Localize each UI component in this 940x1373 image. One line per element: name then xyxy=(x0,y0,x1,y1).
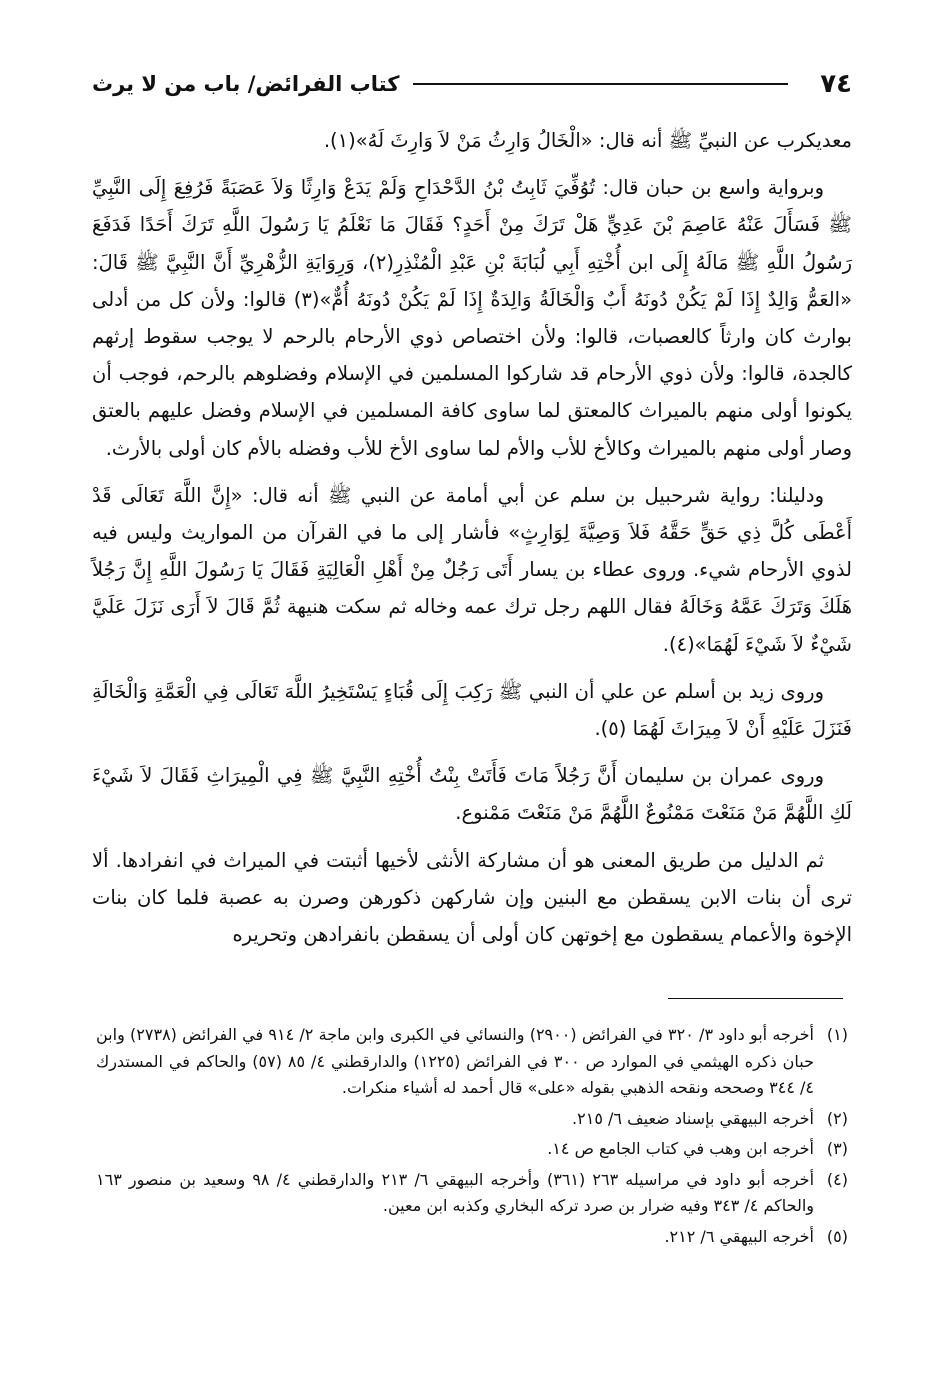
footnote-text: أخرجه أبو داود ٣/ ٣٢٠ في الفرائض (٢٩٠٠) والنسائي في الكبرى وابن ماجة ٢/ ٩١٤ في الفرائض (٢٧٣٨) وابن حبان ذكره الهيثمي في الموارد ص ٣٠٠ في الفرائض (١٢٢٥) والدارقطني ٤/ ٨٥ (٥٧) والحاكم في المستدرك ٤/ ٣٤٤ وصححه ونقحه الذهبي بقوله «على» قال أحمد له أشياء منكرات. xyxy=(96,1025,815,1097)
header-rule xyxy=(413,83,788,85)
footnote-number: (٤) xyxy=(826,1169,848,1189)
footnote-number: (٢) xyxy=(826,1108,848,1128)
footnote-text: أخرجه أبو داود في مراسيله ٢٦٣ (٣٦١) وأخرجه البيهقي ٦/ ٢١٣ والدارقطني ٤/ ٩٨ وسعيد بن منصور ١٦٣ والحاكم ٤/ ٣٤٣ وفيه ضرار بن صرد تركه البخاري وكذبه ابن معين. xyxy=(96,1169,815,1215)
footnote-number: (٥) xyxy=(826,1226,848,1246)
paragraph: وروى عمران بن سليمان أَنَّ رَجُلاً مَاتَ فَأَتَتْ بِنْتُ أُخْتِهِ النَّبِيَّ ﷺ فِي الْمِيرَاثِ فَقَالَ لاَ شَيْءَ لَكِ اللَّهُمَّ مَنْ مَنَعْتَ مَمْنُوعٌ اللَّهُمَّ مَنْ مَنَعْتَ مَمْنوع. xyxy=(92,764,852,825)
footnote xyxy=(96,1106,848,1133)
footnote-separator xyxy=(668,998,843,999)
paragraph: ثم الدليل من طريق المعنى هو أن مشاركة الأنثى لأخيها أثبتت في الميراث في انفرادها. ألا ترى أن بنات الابن يسقطن مع البنين وإن شاركهن ذكورهن وصرن به عصبة فلما كان بنات الإخوة والأعمام يسقطون مع إخوتهن كان أولى أن يسقطن بانفرادهن وتحريره xyxy=(92,848,852,947)
footnote-text: أخرجه ابن وهب في كتاب الجامع ص ١٤. xyxy=(547,1139,814,1158)
footnotes xyxy=(96,1022,848,1254)
footnote xyxy=(96,1224,848,1251)
footnote-text: أخرجه البيهقي بإسناد ضعيف ٦/ ٢١٥. xyxy=(572,1108,814,1128)
footnote-number: (٣) xyxy=(826,1139,848,1158)
footnote xyxy=(96,1167,848,1220)
paragraph: معديكرب عن النبيِّ ﷺ أنه قال: «الْخَالُ وَارِثُ مَنْ لاَ وَارِثَ لَهُ»(١). xyxy=(323,129,852,152)
paragraph: ودليلنا: رواية شرحبيل بن سلم عن أبي أمامة عن النبي ﷺ أنه قال: «إِنَّ اللَّهَ تَعَالَى قَدْ أَعْطَى كُلَّ ذِي حَقٍّ حَقَّهُ فَلاَ وَصِيَّةَ لِوَارِثٍ» فأشار إلى ما في القرآن من المواريث وليس فيه لذوي الأرحام شيء. وروى عطاء بن يسار أَتَى رَجُلٌ مِنْ أَهْلِ الْعَالِيَةِ فَقَالَ يَا رَسُولَ اللَّهِ إِنَّ رَجُلاً هَلَكَ وَتَرَكَ عَمَّهُ وَخَالَهُ فقال اللهم رجل ترك عمه وخاله ثم سكت هنيهة ثُمَّ قَالَ لاَ أَرَى نَزَلَ عَلَيَّ شَيْءٌ لاَ شَيْءَ لَهُمَا»(٤). xyxy=(92,483,852,656)
main-text xyxy=(92,122,852,963)
footnote-number: (١) xyxy=(826,1025,848,1044)
running-title: كتاب الفرائض/ باب من لا يرث xyxy=(92,72,400,96)
footnote-text: أخرجه البيهقي ٦/ ٢١٢. xyxy=(664,1226,814,1246)
page-header xyxy=(92,64,852,104)
footnote xyxy=(96,1136,848,1163)
paragraph: وروى زيد بن أسلم عن علي أن النبي ﷺ رَكِبَ إِلَى قُبَاءٍ يَسْتَخِيرُ اللَّهَ تَعَالَى فِي الْعَمَّةِ وَالْخَالَةِ فَنَزَلَ عَلَيْهِ أَنْ لاَ مِيرَاثَ لَهُمَا (٥). xyxy=(92,679,852,741)
footnote xyxy=(96,1022,848,1102)
page-number: ٧٤ xyxy=(820,69,852,99)
paragraph: وبرواية واسع بن حبان قال: تُوُفِّيَ ثَابِتُ بْنُ الدَّحْدَاحِ وَلَمْ يَدَعْ وَارِثًا وَلاَ عَصَبَةً فَرُفِعَ إِلَى النَّبِيِّ ﷺ فَسَأَلَ عَنْهُ عَاصِمَ بْنَ عَدِيٍّ هَلْ تَرَكَ مِنْ أَحَدٍ؟ فَقَالَ مَا نَعْلَمُ يَا رَسُولَ اللَّهِ تَرَكَ أَحَدًا فَدَفَعَ رَسُولُ اللَّهِ ﷺ مَالَهُ إِلَى ابن أُخْتِهِ أَبِي لُبَابَةَ بْنِ عَبْدِ الْمُنْذِرِ(٢)، وَرِوَايَةِ الزُّهْرِيِّ أَنَّ النَّبِيَّ ﷺ قَالَ: «العَمُّ وَالِدٌ إِذَا لَمْ يَكُنْ دُونَهُ أَبٌ وَالْخَالَةُ وَالِدَةٌ إِذَا لَمْ يَكُنْ دُونَهُ أُمٌّ»(٣) قالوا: ولأن كل من أدلى بوارث كان وارثاً كالعصبات، قالوا: ولأن اختصاص ذوي الأرحام بالرحم لا يوجب سقوط إرثهم كالجدة، قالوا: ولأن ذوي الأرحام قد شاركوا المسلمين في الإسلام وفضلوهم بالرحم، فوجب أن يكونوا أولى منهم بالميراث كالمعتق لما ساوى كافة المسلمين في الإسلام وفضل عليهم بالعتق وصار أولى منهم بالميراث وكالأخ للأب والأم لما ساوى الأخ للأب وفضله بالأم كان أولى بالأرث. xyxy=(92,176,852,460)
